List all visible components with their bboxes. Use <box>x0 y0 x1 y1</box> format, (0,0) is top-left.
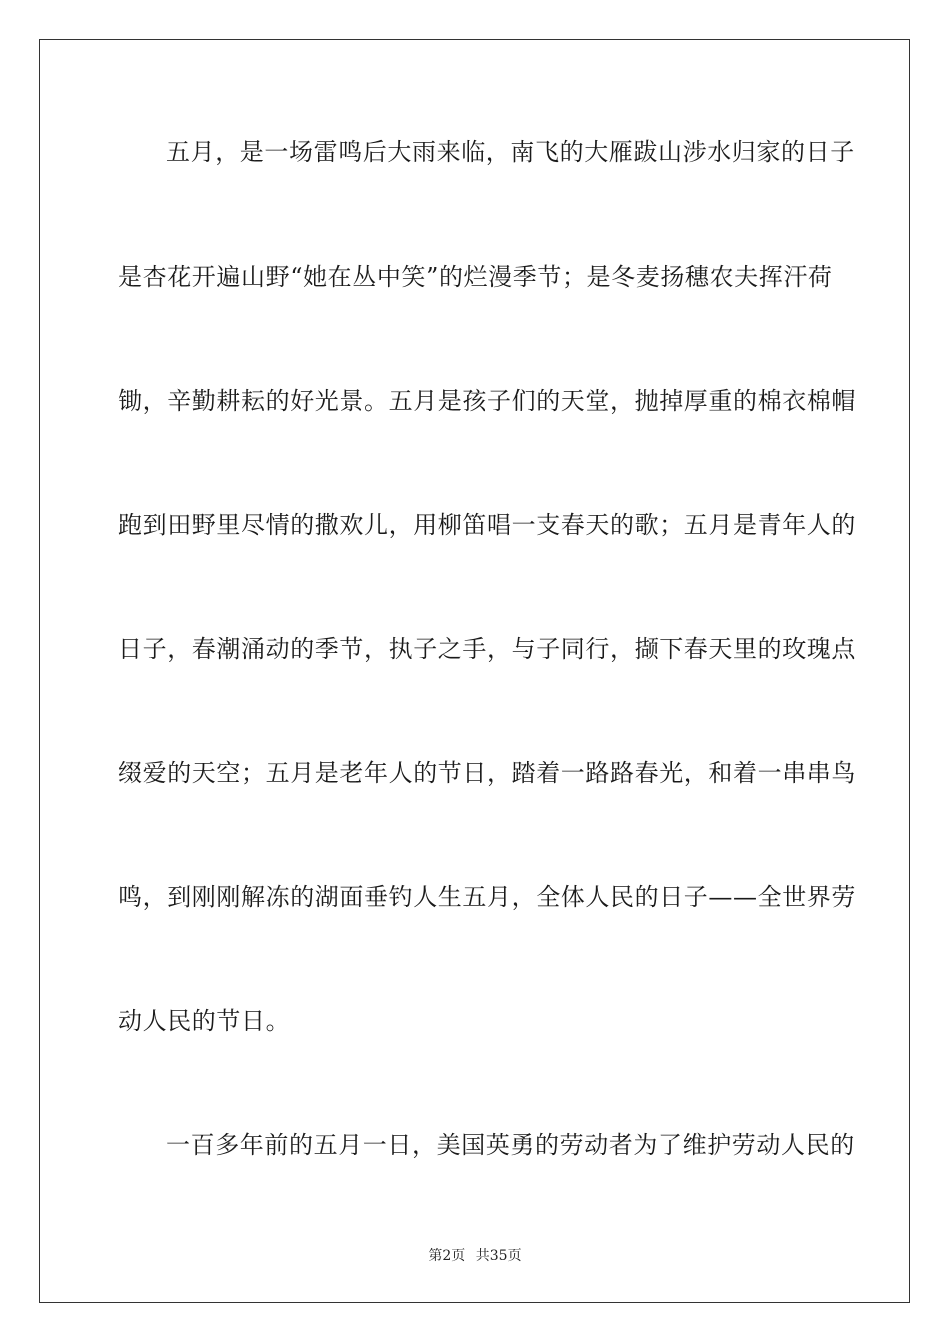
paragraph-1-line-2: 是杏花开遍山野“她在丛中笑”的烂漫季节；是冬麦扬穗农夫挥汗荷 <box>118 263 833 291</box>
paragraph-1-line-5: 日子，春潮涌动的季节，执子之手，与子同行，撷下春天里的玫瑰点 <box>118 635 856 663</box>
paragraph-1-line-4: 跑到田野里尽情的撒欢儿，用柳笛唱一支春天的歌；五月是青年人的 <box>118 511 856 539</box>
page-footer <box>0 1247 950 1265</box>
page-total: 共35页 <box>475 1248 522 1264</box>
paragraph-1-line-8: 动人民的节日。 <box>118 1007 291 1035</box>
paragraph-1-line-1: 五月，是一场雷鸣后大雨来临，南飞的大雁跋山涉水归家的日子 <box>166 138 855 166</box>
paragraph-2-line-1: 一百多年前的五月一日，美国英勇的劳动者为了维护劳动人民的 <box>166 1131 855 1159</box>
page-border <box>39 39 910 1303</box>
paragraph-1-line-7: 鸣，到刚刚解冻的湖面垂钓人生五月，全体人民的日子——全世界劳 <box>118 883 856 911</box>
page-number: 第2页 <box>428 1248 466 1264</box>
paragraph-1-line-6: 缀爱的天空；五月是老年人的节日，踏着一路路春光，和着一串串鸟 <box>118 759 856 787</box>
paragraph-1-line-3: 锄，辛勤耕耘的好光景。五月是孩子们的天堂，抛掉厚重的棉衣棉帽 <box>118 387 856 415</box>
